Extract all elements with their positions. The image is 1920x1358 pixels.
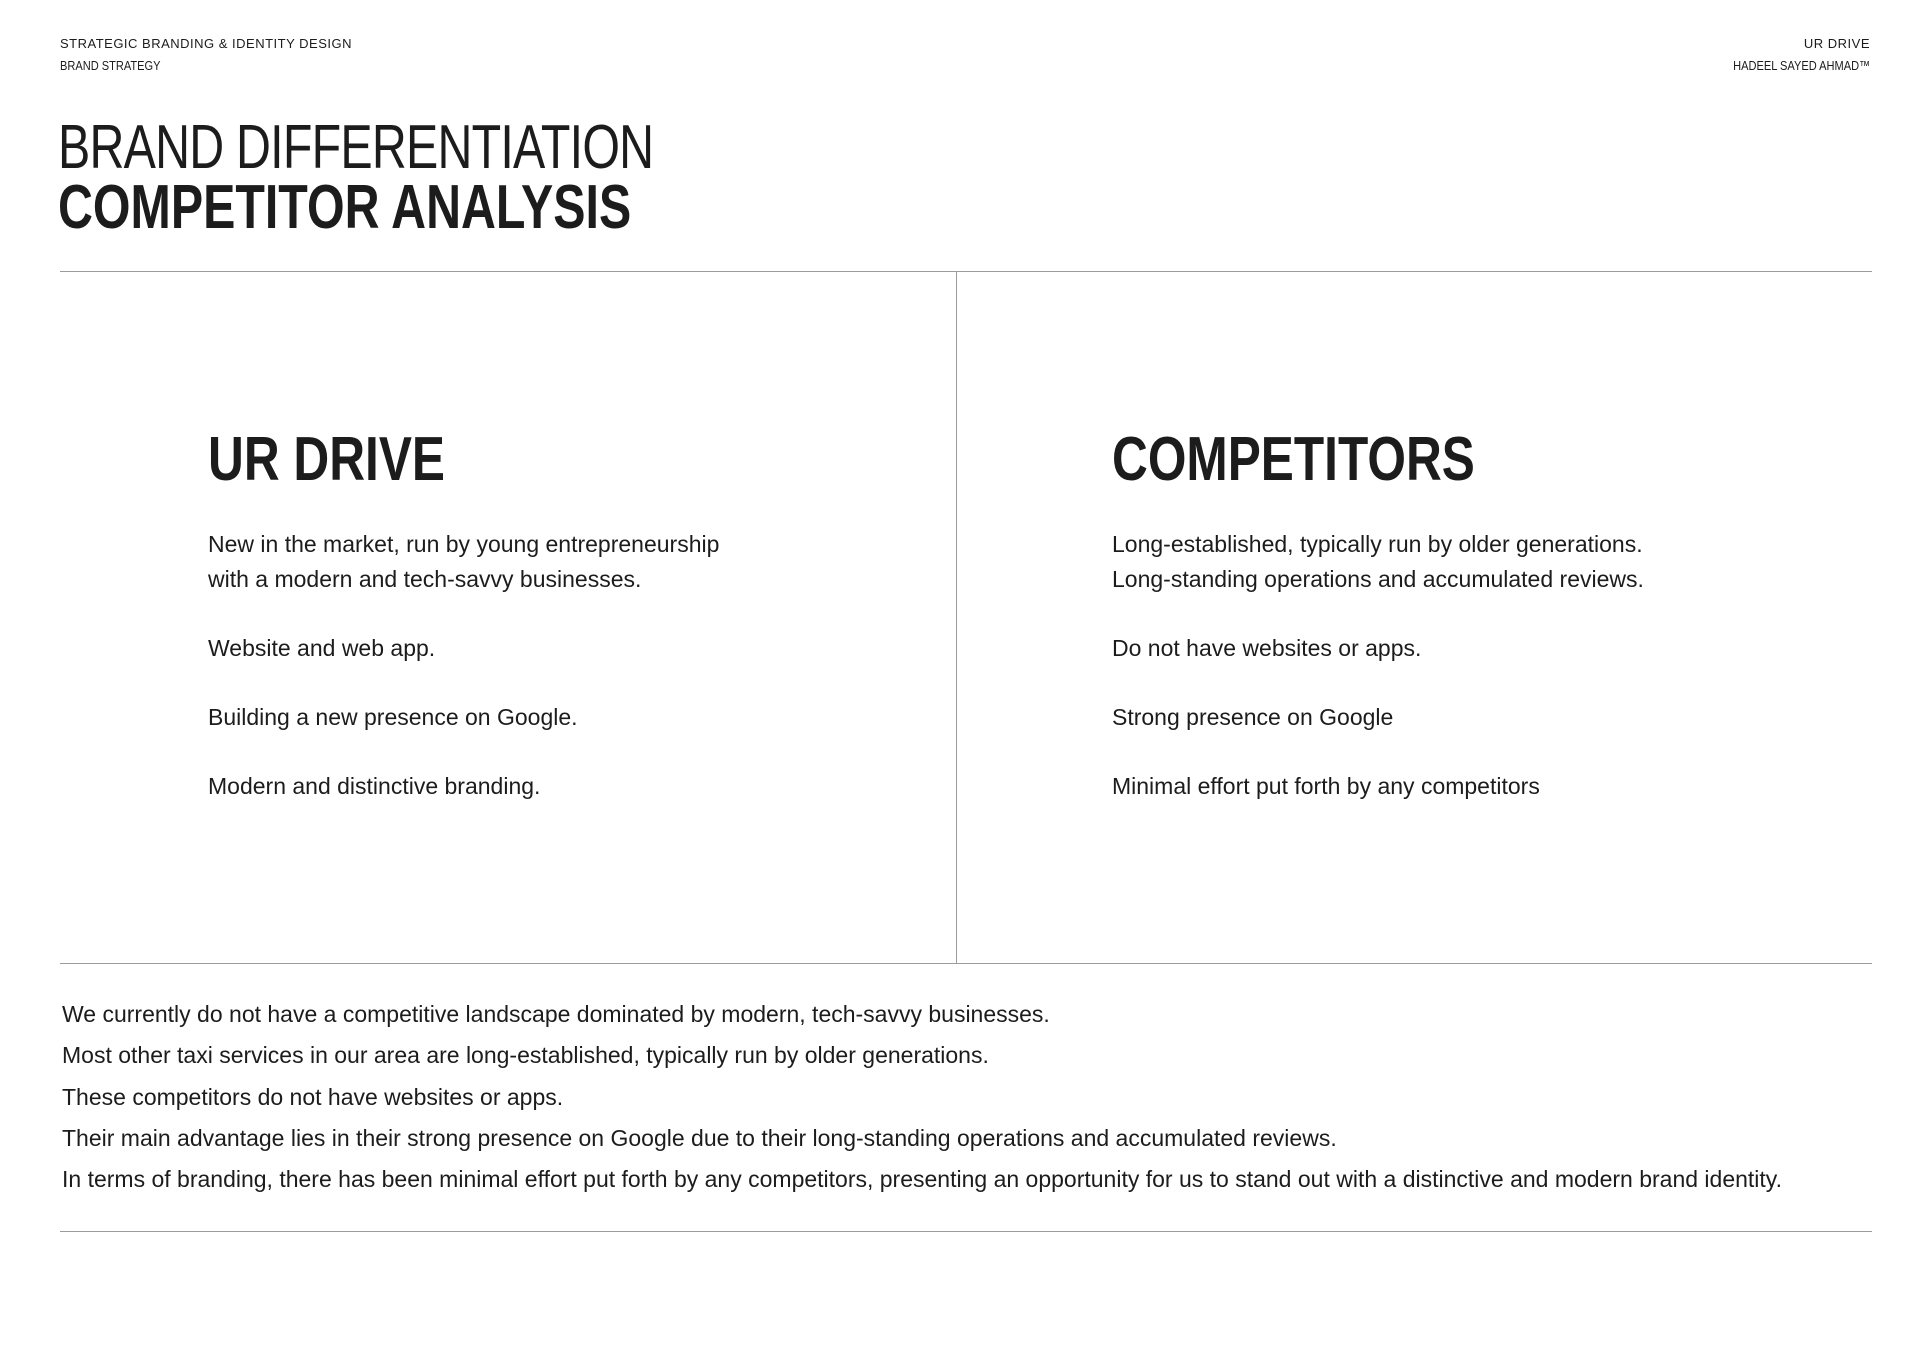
ur-drive-point — [208, 527, 719, 596]
competitors-point-line: Minimal effort put forth by any competitors — [1112, 772, 1540, 799]
ur-drive-point-line: Building a new presence on Google. — [208, 703, 578, 730]
ur-drive-point — [208, 631, 719, 666]
header-section-title: STRATEGIC BRANDING & IDENTITY DESIGN — [60, 36, 352, 51]
competitors-column — [1112, 425, 1644, 838]
header-brand-name: UR DRIVE — [1803, 36, 1870, 51]
page-title — [58, 113, 821, 242]
summary-text — [62, 994, 1782, 1200]
ur-drive-point — [208, 700, 719, 735]
bottom-divider — [60, 1231, 1872, 1232]
summary-line: We currently do not have a competitive landscape dominated by modern, tech-savvy businesses. — [62, 1001, 1050, 1027]
header-right — [1709, 34, 1870, 79]
summary-line: Their main advantage lies in their strong presence on Google due to their long-standing operations and accumulated reviews. — [62, 1124, 1337, 1151]
summary-line: These competitors do not have websites or apps. — [62, 1083, 564, 1110]
ur-drive-point-line: Modern and distinctive branding. — [208, 772, 541, 799]
competitors-point-line: Long-standing operations and accumulated reviews. — [1112, 565, 1644, 592]
ur-drive-point — [208, 769, 719, 804]
page-title-line1: BRAND DIFFERENTIATION — [58, 113, 654, 182]
competitors-heading: COMPETITORS — [1112, 425, 1475, 494]
top-divider — [60, 271, 1872, 272]
page-title-line2: COMPETITOR ANALYSIS — [58, 173, 632, 242]
header-subsection-title: BRAND STRATEGY — [60, 58, 161, 74]
competitors-points — [1112, 527, 1644, 803]
summary-line: In terms of branding, there has been minimal effort put forth by any competitors, presenting an opportunity for us to stand out with a distinctive and modern brand identity. — [62, 1166, 1782, 1193]
ur-drive-heading: UR DRIVE — [208, 425, 446, 494]
competitors-point — [1112, 527, 1644, 596]
middle-divider — [60, 963, 1872, 964]
ur-drive-point-line: with a modern and tech-savvy businesses. — [208, 565, 642, 592]
competitors-point — [1112, 700, 1644, 735]
column-divider — [956, 272, 957, 964]
competitors-point-line: Long-established, typically run by older generations. — [1112, 531, 1643, 557]
ur-drive-column — [208, 425, 719, 838]
competitors-point-line: Do not have websites or apps. — [1112, 634, 1422, 661]
ur-drive-points — [208, 527, 719, 803]
competitors-point — [1112, 631, 1644, 666]
competitors-point — [1112, 769, 1644, 804]
ur-drive-point-line: New in the market, run by young entrepreneurship — [208, 531, 720, 557]
ur-drive-point-line: Website and web app. — [208, 634, 436, 661]
header-left — [60, 34, 352, 79]
header-author-name: HADEEL SAYED AHMAD™ — [1733, 58, 1870, 74]
summary-line: Most other taxi services in our area are long-established, typically run by older generations. — [62, 1042, 989, 1069]
competitors-point-line: Strong presence on Google — [1112, 703, 1394, 730]
